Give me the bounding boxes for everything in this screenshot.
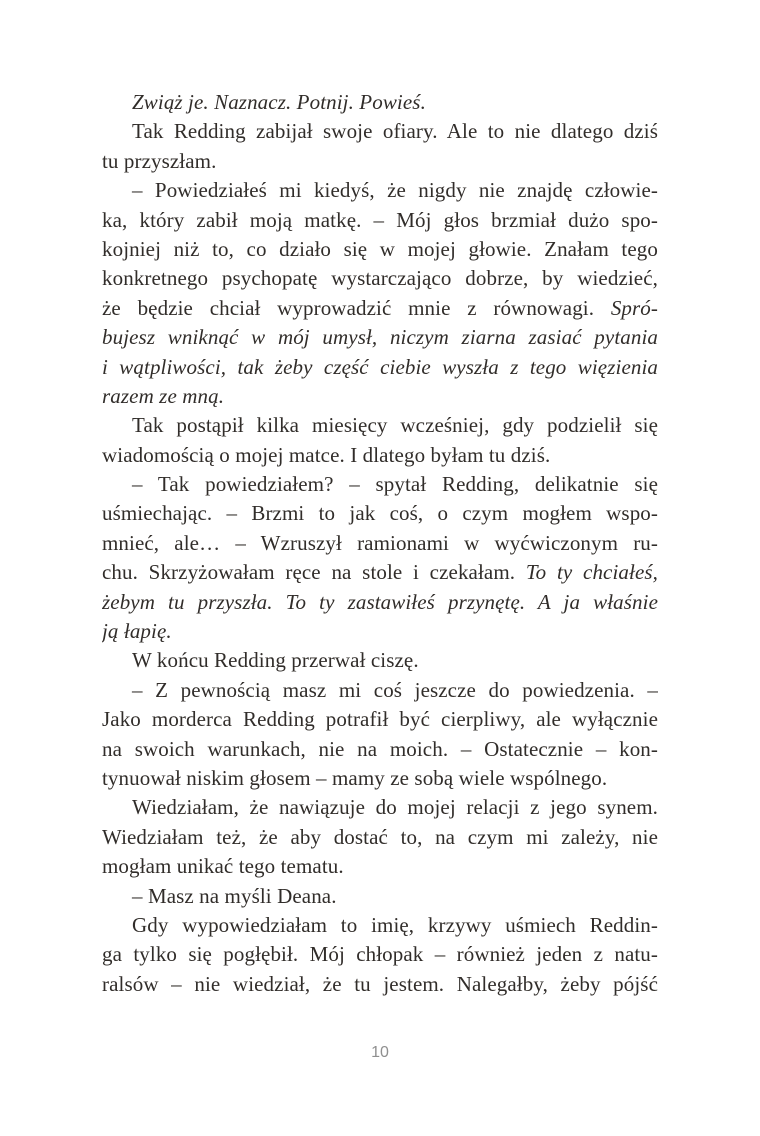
text-run: Jako morderca Redding potrafił być cierpliwy, ale wyłącznie [102,707,658,732]
text-run: Wiedziałam, że nawiązuje do mojej relacji z jego synem. [132,795,658,820]
text-run: To ty chciałeś, [525,560,658,585]
text-run: tynuował niskim głosem – mamy ze sobą wiele wspólnego. [102,765,608,790]
text-line [102,529,658,558]
text-line [102,911,658,940]
text-run: – Z pewnością masz mi coś jeszcze do powiedzenia. – [132,677,658,702]
text-line [102,970,658,999]
text-line [102,470,658,499]
text-line [102,235,658,264]
text-run: – Powiedziałeś mi kiedyś, że nigdy nie znajdę człowie- [132,178,658,203]
text-line [102,676,658,705]
text-line [102,558,658,587]
text-run: – Masz na myśli Deana. [132,883,337,908]
text-line [102,382,658,411]
text-run: uśmiechając. – Brzmi to jak coś, o czym mogłem wspo- [102,501,658,526]
text-line [102,499,658,528]
text-line [102,764,658,793]
text-run: kojniej niż to, co działo się w mojej głowie. Znałam tego [102,236,658,261]
text-line [102,940,658,969]
text-line [102,882,658,911]
text-run: bujesz wniknąć w mój umysł, niczym ziarna zasiać pytania [102,325,658,350]
text-line [102,852,658,881]
text-run: żebym tu przyszła. To ty zastawiłeś przynętę. A ja właśnie [102,589,658,614]
text-run: Tak postąpił kilka miesięcy wcześniej, gdy podzielił się [132,413,658,438]
text-run: że będzie chciał wyprowadzić mnie z równowagi. [102,295,611,320]
text-run: W końcu Redding przerwał ciszę. [132,648,419,673]
text-line [102,441,658,470]
text-line [102,323,658,352]
text-run: razem ze mną. [102,383,225,408]
text-run: chu. Skrzyżowałam ręce na stole i czekałam. [102,560,526,585]
text-line [102,147,658,176]
text-run: tu przyszłam. [102,148,217,173]
text-line [102,294,658,323]
text-line [102,646,658,675]
text-line [102,176,658,205]
text-line [102,705,658,734]
text-line [102,411,658,440]
text-run: Spró- [610,295,658,320]
text-line [102,206,658,235]
text-run: wiadomością o mojej matce. I dlatego byłam tu dziś. [102,442,551,467]
text-line [102,264,658,293]
text-run: Wiedziałam też, że aby dostać to, na czym mi zależy, nie [102,824,658,849]
text-run: – Tak powiedziałem? – spytał Redding, delikatnie się [132,472,658,497]
text-run: ralsów – nie wiedział, że tu jestem. Nalegałby, żeby pójść [102,971,658,996]
page-text [102,88,658,999]
text-run: na swoich warunkach, nie na moich. – Ostatecznie – kon- [102,736,658,761]
text-line [102,735,658,764]
text-run: Gdy wypowiedziałam to imię, krzywy uśmiech Reddin- [132,912,658,937]
text-run: Tak Redding zabijał swoje ofiary. Ale to nie dlatego dziś [132,119,658,144]
text-line [102,793,658,822]
page-number: 10 [371,1044,389,1061]
text-run: ga tylko się pogłębił. Mój chłopak – również jeden z natu- [102,942,658,967]
text-line [102,117,658,146]
text-line [102,823,658,852]
text-run: mogłam unikać tego tematu. [102,854,344,879]
text-line [102,617,658,646]
text-line [102,588,658,617]
text-run: konkretnego psychopatę wystarczająco dobrze, by wiedzieć, [102,266,658,291]
text-run: Zwiąż je. Naznacz. Potnij. Powieś. [132,90,426,114]
text-run: mnieć, ale… – Wzruszył ramionami w wyćwiczonym ru- [102,530,658,555]
text-line [102,88,658,117]
text-run: i wątpliwości, tak żeby część ciebie wyszła z tego więzienia [102,354,658,379]
text-run: ją łapię. [102,619,172,644]
text-run: ka, który zabił moją matkę. – Mój głos brzmiał dużo spo- [102,207,658,232]
text-line [102,353,658,382]
